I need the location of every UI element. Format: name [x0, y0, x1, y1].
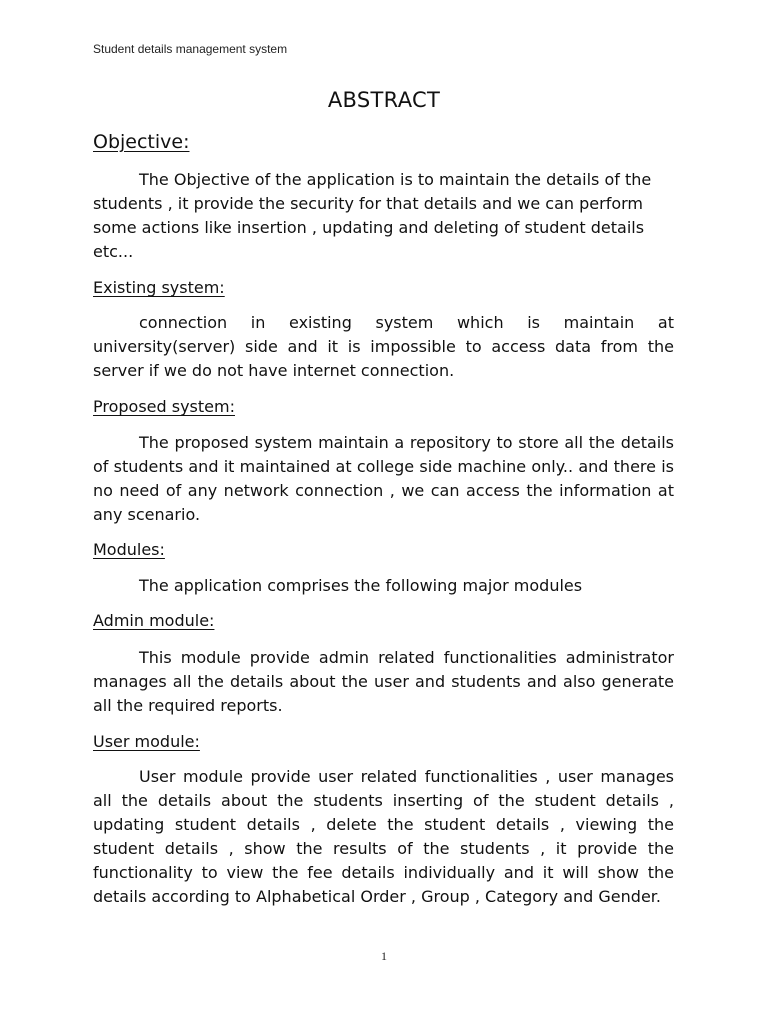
- proposed-system-heading: Proposed system:: [93, 397, 235, 416]
- user-module-heading: User module:: [93, 732, 200, 751]
- existing-system-heading: Existing system:: [93, 278, 225, 297]
- admin-module-paragraph: This module provide admin related functionalities administrator manages all the details about the user and students and also generate all the required reports.: [93, 648, 674, 715]
- page-number: 1: [381, 949, 387, 963]
- modules-paragraph: The application comprises the following major modules: [139, 576, 583, 595]
- admin-module-heading: Admin module:: [93, 611, 215, 630]
- running-header: Student details management system: [93, 42, 288, 56]
- objective-paragraph: The Objective of the application is to maintain the details of the students , it provide the security for that details and we can perform some actions like insertion , updating and deleting of student details etc...: [93, 170, 652, 261]
- existing-system-paragraph: connection in existing system which is maintain at university(server) side and it is impossible to access data from the server if we do not have internet connection.: [93, 313, 674, 380]
- objective-heading: Objective:: [93, 131, 190, 153]
- page-title: ABSTRACT: [327, 88, 441, 112]
- modules-heading: Modules:: [93, 540, 165, 559]
- proposed-system-paragraph: The proposed system maintain a repository to store all the details of students and it maintained at college side machine only.. and there is no need of any network connection , we can access the information at any scenario.: [93, 433, 674, 524]
- user-module-paragraph: User module provide user related functionalities , user manages all the details about the students inserting of the student details , updating student details , delete the student details , viewing the student details , show the results of the students , it provide the functionality to view the fee details individually and it will show the details according to Alphabetical Order , Group , Category and Gender.: [93, 767, 674, 906]
